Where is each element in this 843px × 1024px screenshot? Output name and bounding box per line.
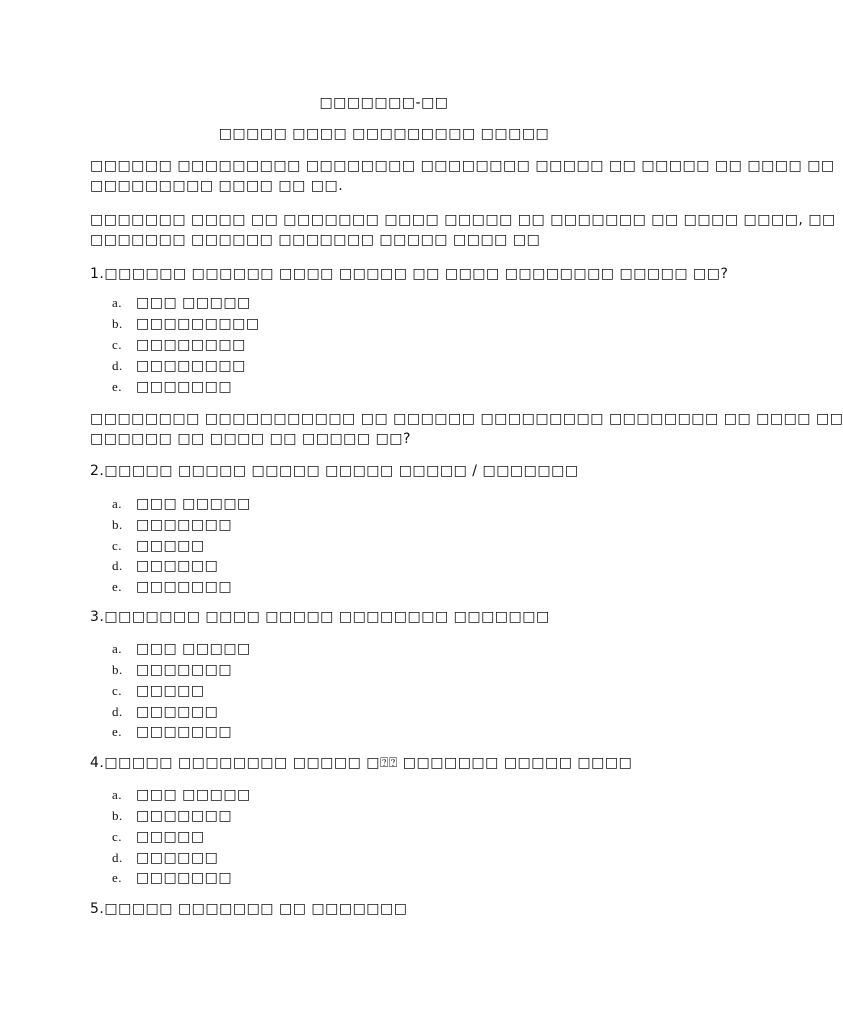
- q1-option-d: [112, 357, 246, 375]
- q3-option-e: [112, 723, 232, 741]
- intro3-line-2: □□□□□□ □□ □□□□ □□ □□□□□ □□?: [90, 431, 411, 447]
- option-label: d.: [112, 850, 123, 865]
- option-label: c.: [112, 683, 123, 698]
- q2-option-a: [112, 495, 251, 513]
- q4-option-a: [112, 786, 251, 804]
- option-label: b.: [112, 662, 123, 677]
- q3-option-d: [112, 703, 218, 721]
- q1-option-e: [112, 378, 232, 396]
- q2-option-d: [112, 557, 218, 575]
- option-text: □□□□□□□□: [136, 358, 246, 374]
- option-text: □□□ □□□□□: [136, 787, 251, 803]
- question-3: 3.□□□□□□□ □□□□ □□□□□ □□□□□□□□ □□□□□□□: [90, 609, 550, 625]
- q4-option-e: [112, 869, 232, 887]
- q1-option-a: [112, 294, 251, 312]
- option-text: □□□□□□□□□: [136, 316, 260, 332]
- question-5: 5.□□□□□ □□□□□□□ □□ □□□□□□□: [90, 901, 408, 917]
- q4-option-c: [112, 828, 205, 846]
- option-label: d.: [112, 704, 123, 719]
- option-text: □□□□□: [136, 829, 205, 845]
- option-label: e.: [112, 579, 123, 594]
- option-label: a.: [112, 496, 123, 511]
- q3-option-a: [112, 640, 251, 658]
- option-text: □□□□□□□: [136, 379, 233, 395]
- question-2: 2.□□□□□ □□□□□ □□□□□ □□□□□ □□□□□ / □□□□□□□: [90, 463, 579, 479]
- q1-option-b: [112, 315, 260, 333]
- option-text: □□□ □□□□□: [136, 641, 251, 657]
- q3-option-b: [112, 661, 232, 679]
- option-label: c.: [112, 337, 123, 352]
- option-label: e.: [112, 724, 123, 739]
- option-label: c.: [112, 538, 123, 553]
- q1-option-c: [112, 336, 246, 354]
- option-text: □□□□□□□: [136, 662, 233, 678]
- option-label: a.: [112, 787, 123, 802]
- option-text: □□□□□□: [136, 850, 219, 866]
- q2-option-b: [112, 516, 232, 534]
- doc-subtitle: □□□□□ □□□□ □□□□□□□□□ □□□□□: [218, 126, 550, 142]
- option-text: □□□□□□□: [136, 724, 233, 740]
- option-label: b.: [112, 808, 123, 823]
- option-text: □□□□□□□: [136, 870, 233, 886]
- option-label: d.: [112, 358, 123, 373]
- intro2-line-1: □□□□□□□ □□□□ □□ □□□□□□□ □□□□ □□□□□ □□ □□□□□□□ □□ □□□□ □□□□, □□: [90, 212, 836, 228]
- option-label: e.: [112, 870, 123, 885]
- option-text: □□□□□□: [136, 558, 219, 574]
- option-label: d.: [112, 558, 123, 573]
- q3-option-c: [112, 682, 205, 700]
- option-text: □□□ □□□□□: [136, 295, 251, 311]
- q2-option-c: [112, 537, 205, 555]
- option-text: □□□□□: [136, 538, 205, 554]
- intro3-line-1: □□□□□□□□ □□□□□□□□□□□ □□ □□□□□□ □□□□□□□□□ □□□□□□□□ □□ □□□□ □□: [90, 411, 843, 427]
- option-label: b.: [112, 316, 123, 331]
- option-text: □□□□□: [136, 683, 205, 699]
- q4-option-d: [112, 849, 218, 867]
- intro-line-1: □□□□□□ □□□□□□□□□ □□□□□□□□ □□□□□□□□ □□□□□ □□ □□□□□ □□ □□□□ □□: [90, 158, 835, 174]
- intro2-line-2: □□□□□□□ □□□□□□ □□□□□□□ □□□□□ □□□□ □□: [90, 232, 541, 248]
- doc-title: □□□□□□□-□□: [319, 95, 449, 111]
- option-label: c.: [112, 829, 123, 844]
- option-label: e.: [112, 379, 123, 394]
- question-4: 4.□□□□□ □□□□□□□□ □□□□□ □⍰⍰ □□□□□□□ □□□□□ □□□□: [90, 755, 633, 771]
- option-text: □□□□□□□□: [136, 337, 246, 353]
- option-text: □□□ □□□□□: [136, 496, 251, 512]
- intro-line-2: □□□□□□□□□ □□□□ □□ □□.: [90, 178, 344, 194]
- option-text: □□□□□□□: [136, 517, 233, 533]
- option-label: b.: [112, 517, 123, 532]
- option-label: a.: [112, 641, 123, 656]
- q2-option-e: [112, 578, 232, 596]
- option-text: □□□□□□□: [136, 808, 233, 824]
- question-1: 1.□□□□□□ □□□□□□ □□□□ □□□□□ □□ □□□□ □□□□□□□□ □□□□□ □□?: [90, 266, 729, 282]
- option-text: □□□□□□: [136, 704, 219, 720]
- q4-option-b: [112, 807, 232, 825]
- option-text: □□□□□□□: [136, 579, 233, 595]
- option-label: a.: [112, 295, 123, 310]
